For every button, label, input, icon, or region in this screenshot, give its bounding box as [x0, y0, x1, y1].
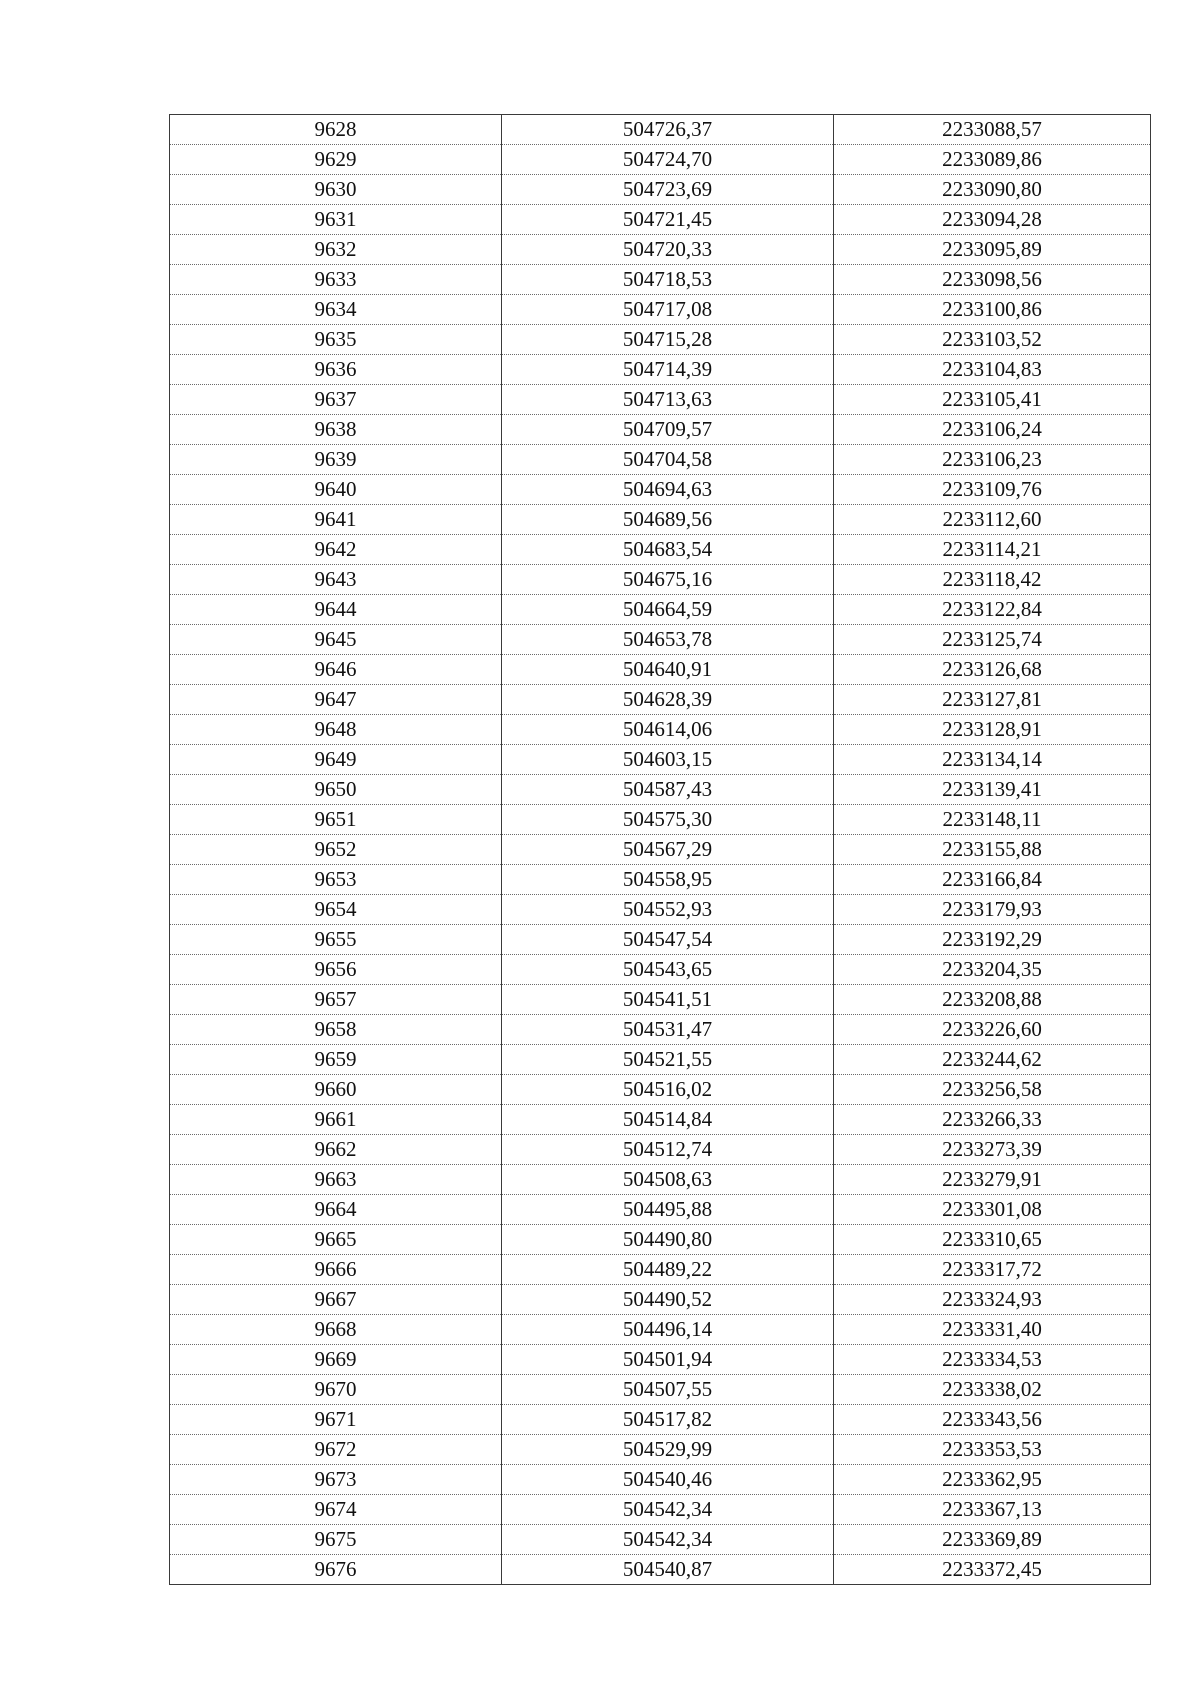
table-row	[170, 985, 1151, 1015]
point-number-cell: 9640	[170, 475, 502, 505]
x-coordinate-cell: 504724,70	[502, 145, 834, 175]
y-coordinate-cell: 2233114,21	[834, 535, 1151, 565]
y-coordinate-cell: 2233090,80	[834, 175, 1151, 205]
x-coordinate-cell: 504683,54	[502, 535, 834, 565]
table-row	[170, 445, 1151, 475]
table-row	[170, 895, 1151, 925]
point-number-cell: 9675	[170, 1525, 502, 1555]
point-number-cell: 9650	[170, 775, 502, 805]
y-coordinate-cell: 2233301,08	[834, 1195, 1151, 1225]
point-number-cell: 9676	[170, 1555, 502, 1585]
y-coordinate-cell: 2233338,02	[834, 1375, 1151, 1405]
table-row	[170, 925, 1151, 955]
point-number-cell: 9628	[170, 115, 502, 145]
y-coordinate-cell: 2233310,65	[834, 1225, 1151, 1255]
y-coordinate-cell: 2233204,35	[834, 955, 1151, 985]
point-number-cell: 9665	[170, 1225, 502, 1255]
x-coordinate-cell: 504718,53	[502, 265, 834, 295]
table-row	[170, 1525, 1151, 1555]
table-row	[170, 1435, 1151, 1465]
table-row	[170, 535, 1151, 565]
y-coordinate-cell: 2233098,56	[834, 265, 1151, 295]
table-row	[170, 1495, 1151, 1525]
table-row	[170, 265, 1151, 295]
y-coordinate-cell: 2233104,83	[834, 355, 1151, 385]
y-coordinate-cell: 2233372,45	[834, 1555, 1151, 1585]
point-number-cell: 9646	[170, 655, 502, 685]
point-number-cell: 9635	[170, 325, 502, 355]
x-coordinate-cell: 504495,88	[502, 1195, 834, 1225]
y-coordinate-cell: 2233139,41	[834, 775, 1151, 805]
y-coordinate-cell: 2233362,95	[834, 1465, 1151, 1495]
y-coordinate-cell: 2233106,24	[834, 415, 1151, 445]
x-coordinate-cell: 504723,69	[502, 175, 834, 205]
point-number-cell: 9657	[170, 985, 502, 1015]
point-number-cell: 9669	[170, 1345, 502, 1375]
y-coordinate-cell: 2233103,52	[834, 325, 1151, 355]
table-row	[170, 685, 1151, 715]
table-row	[170, 505, 1151, 535]
table-row	[170, 565, 1151, 595]
table-row	[170, 1555, 1151, 1585]
x-coordinate-cell: 504542,34	[502, 1495, 834, 1525]
table-row	[170, 415, 1151, 445]
y-coordinate-cell: 2233106,23	[834, 445, 1151, 475]
table-row	[170, 1075, 1151, 1105]
point-number-cell: 9649	[170, 745, 502, 775]
point-number-cell: 9666	[170, 1255, 502, 1285]
point-number-cell: 9648	[170, 715, 502, 745]
point-number-cell: 9633	[170, 265, 502, 295]
table-row	[170, 115, 1151, 145]
table-row	[170, 1345, 1151, 1375]
y-coordinate-cell: 2233126,68	[834, 655, 1151, 685]
y-coordinate-cell: 2233273,39	[834, 1135, 1151, 1165]
table-row	[170, 835, 1151, 865]
x-coordinate-cell: 504542,34	[502, 1525, 834, 1555]
y-coordinate-cell: 2233127,81	[834, 685, 1151, 715]
x-coordinate-cell: 504603,15	[502, 745, 834, 775]
y-coordinate-cell: 2233226,60	[834, 1015, 1151, 1045]
y-coordinate-cell: 2233155,88	[834, 835, 1151, 865]
y-coordinate-cell: 2233118,42	[834, 565, 1151, 595]
point-number-cell: 9647	[170, 685, 502, 715]
point-number-cell: 9637	[170, 385, 502, 415]
x-coordinate-cell: 504501,94	[502, 1345, 834, 1375]
point-number-cell: 9643	[170, 565, 502, 595]
x-coordinate-cell: 504496,14	[502, 1315, 834, 1345]
y-coordinate-cell: 2233317,72	[834, 1255, 1151, 1285]
y-coordinate-cell: 2233112,60	[834, 505, 1151, 535]
point-number-cell: 9660	[170, 1075, 502, 1105]
x-coordinate-cell: 504664,59	[502, 595, 834, 625]
point-number-cell: 9673	[170, 1465, 502, 1495]
x-coordinate-cell: 504717,08	[502, 295, 834, 325]
x-coordinate-cell: 504587,43	[502, 775, 834, 805]
y-coordinate-cell: 2233088,57	[834, 115, 1151, 145]
x-coordinate-cell: 504507,55	[502, 1375, 834, 1405]
x-coordinate-cell: 504547,54	[502, 925, 834, 955]
x-coordinate-cell: 504575,30	[502, 805, 834, 835]
table-row	[170, 1285, 1151, 1315]
table-row	[170, 145, 1151, 175]
table-row	[170, 205, 1151, 235]
x-coordinate-cell: 504558,95	[502, 865, 834, 895]
table-row	[170, 745, 1151, 775]
table-row	[170, 1135, 1151, 1165]
table-row	[170, 175, 1151, 205]
x-coordinate-cell: 504704,58	[502, 445, 834, 475]
point-number-cell: 9674	[170, 1495, 502, 1525]
table-row	[170, 805, 1151, 835]
point-number-cell: 9634	[170, 295, 502, 325]
y-coordinate-cell: 2233094,28	[834, 205, 1151, 235]
table-row	[170, 295, 1151, 325]
x-coordinate-cell: 504490,52	[502, 1285, 834, 1315]
table-row	[170, 475, 1151, 505]
point-number-cell: 9659	[170, 1045, 502, 1075]
x-coordinate-cell: 504720,33	[502, 235, 834, 265]
y-coordinate-cell: 2233331,40	[834, 1315, 1151, 1345]
point-number-cell: 9641	[170, 505, 502, 535]
table-row	[170, 625, 1151, 655]
y-coordinate-cell: 2233166,84	[834, 865, 1151, 895]
point-number-cell: 9671	[170, 1405, 502, 1435]
x-coordinate-cell: 504541,51	[502, 985, 834, 1015]
point-number-cell: 9632	[170, 235, 502, 265]
table-row	[170, 355, 1151, 385]
table-row	[170, 385, 1151, 415]
x-coordinate-cell: 504694,63	[502, 475, 834, 505]
point-number-cell: 9668	[170, 1315, 502, 1345]
y-coordinate-cell: 2233324,93	[834, 1285, 1151, 1315]
point-number-cell: 9663	[170, 1165, 502, 1195]
point-number-cell: 9630	[170, 175, 502, 205]
table-row	[170, 1375, 1151, 1405]
point-number-cell: 9654	[170, 895, 502, 925]
x-coordinate-cell: 504640,91	[502, 655, 834, 685]
x-coordinate-cell: 504490,80	[502, 1225, 834, 1255]
table-row	[170, 1105, 1151, 1135]
x-coordinate-cell: 504714,39	[502, 355, 834, 385]
point-number-cell: 9672	[170, 1435, 502, 1465]
x-coordinate-cell: 504675,16	[502, 565, 834, 595]
coordinates-table	[169, 114, 1151, 1585]
y-coordinate-cell: 2233343,56	[834, 1405, 1151, 1435]
y-coordinate-cell: 2233208,88	[834, 985, 1151, 1015]
point-number-cell: 9656	[170, 955, 502, 985]
y-coordinate-cell: 2233367,13	[834, 1495, 1151, 1525]
y-coordinate-cell: 2233244,62	[834, 1045, 1151, 1075]
x-coordinate-cell: 504614,06	[502, 715, 834, 745]
point-number-cell: 9670	[170, 1375, 502, 1405]
point-number-cell: 9653	[170, 865, 502, 895]
coordinates-table-body	[170, 115, 1151, 1585]
y-coordinate-cell: 2233353,53	[834, 1435, 1151, 1465]
table-row	[170, 655, 1151, 685]
x-coordinate-cell: 504709,57	[502, 415, 834, 445]
y-coordinate-cell: 2233125,74	[834, 625, 1151, 655]
table-row	[170, 1165, 1151, 1195]
x-coordinate-cell: 504540,87	[502, 1555, 834, 1585]
y-coordinate-cell: 2233109,76	[834, 475, 1151, 505]
table-row	[170, 775, 1151, 805]
x-coordinate-cell: 504489,22	[502, 1255, 834, 1285]
x-coordinate-cell: 504521,55	[502, 1045, 834, 1075]
x-coordinate-cell: 504628,39	[502, 685, 834, 715]
table-row	[170, 1195, 1151, 1225]
x-coordinate-cell: 504721,45	[502, 205, 834, 235]
x-coordinate-cell: 504531,47	[502, 1015, 834, 1045]
point-number-cell: 9651	[170, 805, 502, 835]
y-coordinate-cell: 2233279,91	[834, 1165, 1151, 1195]
point-number-cell: 9652	[170, 835, 502, 865]
point-number-cell: 9636	[170, 355, 502, 385]
table-row	[170, 1045, 1151, 1075]
point-number-cell: 9642	[170, 535, 502, 565]
table-row	[170, 715, 1151, 745]
table-row	[170, 1225, 1151, 1255]
point-number-cell: 9664	[170, 1195, 502, 1225]
table-row	[170, 1405, 1151, 1435]
x-coordinate-cell: 504689,56	[502, 505, 834, 535]
point-number-cell: 9645	[170, 625, 502, 655]
x-coordinate-cell: 504516,02	[502, 1075, 834, 1105]
x-coordinate-cell: 504726,37	[502, 115, 834, 145]
y-coordinate-cell: 2233334,53	[834, 1345, 1151, 1375]
y-coordinate-cell: 2233192,29	[834, 925, 1151, 955]
y-coordinate-cell: 2233105,41	[834, 385, 1151, 415]
point-number-cell: 9661	[170, 1105, 502, 1135]
y-coordinate-cell: 2233148,11	[834, 805, 1151, 835]
x-coordinate-cell: 504517,82	[502, 1405, 834, 1435]
y-coordinate-cell: 2233089,86	[834, 145, 1151, 175]
x-coordinate-cell: 504529,99	[502, 1435, 834, 1465]
point-number-cell: 9658	[170, 1015, 502, 1045]
y-coordinate-cell: 2233122,84	[834, 595, 1151, 625]
table-row	[170, 595, 1151, 625]
point-number-cell: 9631	[170, 205, 502, 235]
table-row	[170, 235, 1151, 265]
y-coordinate-cell: 2233369,89	[834, 1525, 1151, 1555]
y-coordinate-cell: 2233266,33	[834, 1105, 1151, 1135]
y-coordinate-cell: 2233128,91	[834, 715, 1151, 745]
table-row	[170, 955, 1151, 985]
x-coordinate-cell: 504514,84	[502, 1105, 834, 1135]
point-number-cell: 9644	[170, 595, 502, 625]
point-number-cell: 9662	[170, 1135, 502, 1165]
table-row	[170, 865, 1151, 895]
y-coordinate-cell: 2233095,89	[834, 235, 1151, 265]
point-number-cell: 9639	[170, 445, 502, 475]
table-row	[170, 1465, 1151, 1495]
table-row	[170, 1015, 1151, 1045]
y-coordinate-cell: 2233100,86	[834, 295, 1151, 325]
y-coordinate-cell: 2233179,93	[834, 895, 1151, 925]
x-coordinate-cell: 504552,93	[502, 895, 834, 925]
x-coordinate-cell: 504508,63	[502, 1165, 834, 1195]
x-coordinate-cell: 504567,29	[502, 835, 834, 865]
table-row	[170, 1315, 1151, 1345]
point-number-cell: 9638	[170, 415, 502, 445]
x-coordinate-cell: 504512,74	[502, 1135, 834, 1165]
point-number-cell: 9667	[170, 1285, 502, 1315]
x-coordinate-cell: 504715,28	[502, 325, 834, 355]
x-coordinate-cell: 504653,78	[502, 625, 834, 655]
x-coordinate-cell: 504540,46	[502, 1465, 834, 1495]
point-number-cell: 9655	[170, 925, 502, 955]
x-coordinate-cell: 504713,63	[502, 385, 834, 415]
table-row	[170, 325, 1151, 355]
x-coordinate-cell: 504543,65	[502, 955, 834, 985]
y-coordinate-cell: 2233134,14	[834, 745, 1151, 775]
table-row	[170, 1255, 1151, 1285]
y-coordinate-cell: 2233256,58	[834, 1075, 1151, 1105]
point-number-cell: 9629	[170, 145, 502, 175]
